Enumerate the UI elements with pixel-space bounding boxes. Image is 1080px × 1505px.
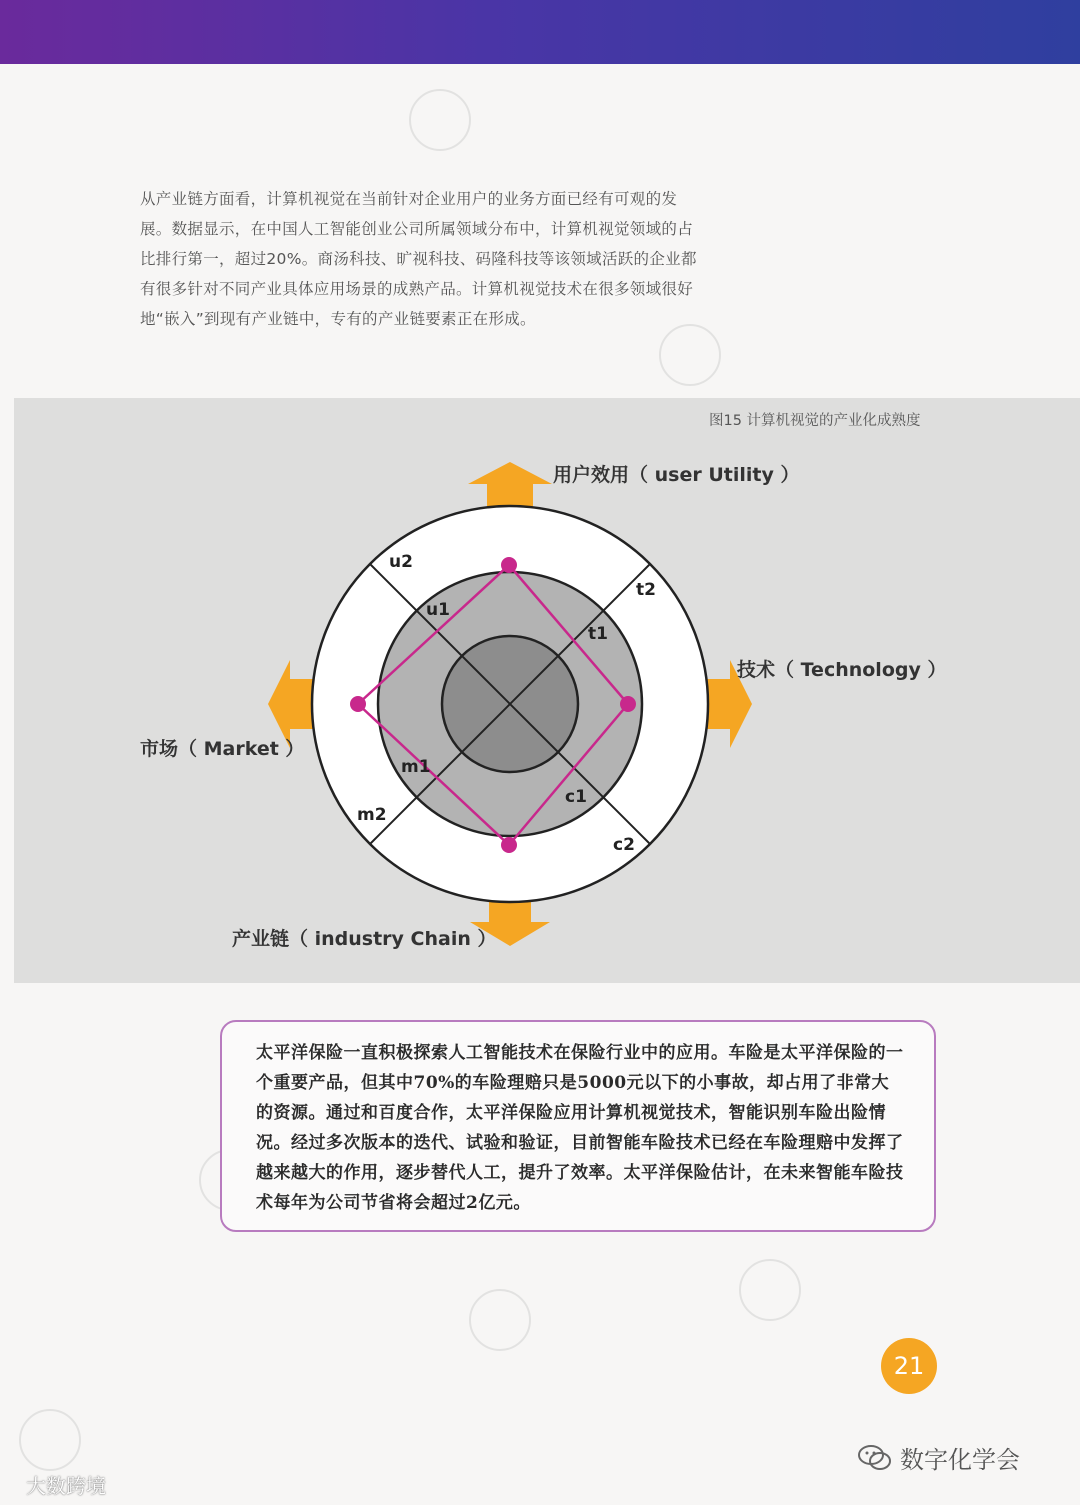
watermark-left bbox=[26, 1470, 106, 1499]
arrow-up-icon bbox=[468, 462, 552, 508]
marker-left bbox=[350, 696, 366, 712]
ring-label-u2: u2 bbox=[389, 552, 413, 572]
ring-label-t2: t2 bbox=[636, 580, 656, 600]
watermark-right bbox=[858, 1440, 1020, 1475]
watermark-left-text: 大数跨境 bbox=[26, 1474, 106, 1498]
ring-label-t1: t1 bbox=[588, 624, 608, 644]
axis-label-technology: 技术（ Technology ） bbox=[737, 659, 947, 681]
ring-label-m2: m2 bbox=[357, 805, 387, 825]
case-study-text: 太平洋保险一直积极探索人工智能技术在保险行业中的应用。车险是太平洋保险的一个重要产品，但其中70%的车险理赔只是5000元以下的小事故，却占用了非常大的资源。通过和百度合作，太平洋保险应用计算机视觉技术，智能识别车险出险情况。经过多次版本的迭代、试验和验证，目前智能车险技术已经在车险理赔中发挥了越来越大的作用，逐步替代人工，提升了效率。太平洋保险估计，在未来智能车险技术每年为公司节省将会超过2亿元。 bbox=[256, 1043, 904, 1213]
figure-caption: 图15 计算机视觉的产业化成熟度 bbox=[709, 413, 921, 429]
marker-bottom bbox=[501, 837, 517, 853]
marker-top bbox=[501, 557, 517, 573]
axis-label-user-utility: 用户效用（ user Utility ） bbox=[553, 464, 800, 486]
ring-label-u1: u1 bbox=[426, 600, 450, 620]
watermark-right-text: 数字化学会 bbox=[900, 1446, 1020, 1474]
ring-label-c1: c1 bbox=[565, 787, 587, 807]
page-number: 21 bbox=[881, 1338, 937, 1394]
axis-label-market: 市场（ Market ） bbox=[140, 738, 305, 760]
ring-label-m1: m1 bbox=[401, 757, 431, 777]
axis-label-industry-chain: 产业链（ industry Chain ） bbox=[232, 928, 497, 950]
ring-label-c2: c2 bbox=[613, 835, 635, 855]
wechat-icon bbox=[858, 1444, 892, 1472]
marker-right bbox=[620, 696, 636, 712]
intro-paragraph: 从产业链方面看，计算机视觉在当前针对企业用户的业务方面已经有可观的发展。数据显示，在中国人工智能创业公司所属领域分布中，计算机视觉领域的占比排行第一，超过20%。商汤科技、旷视科技、码隆科技等该领域活跃的企业都有很多针对不同产业具体应用场景的成熟产品。计算机视觉技术在很多领域很好地“嵌入”到现有产业链中，专有的产业链要素正在形成。 bbox=[140, 190, 697, 328]
